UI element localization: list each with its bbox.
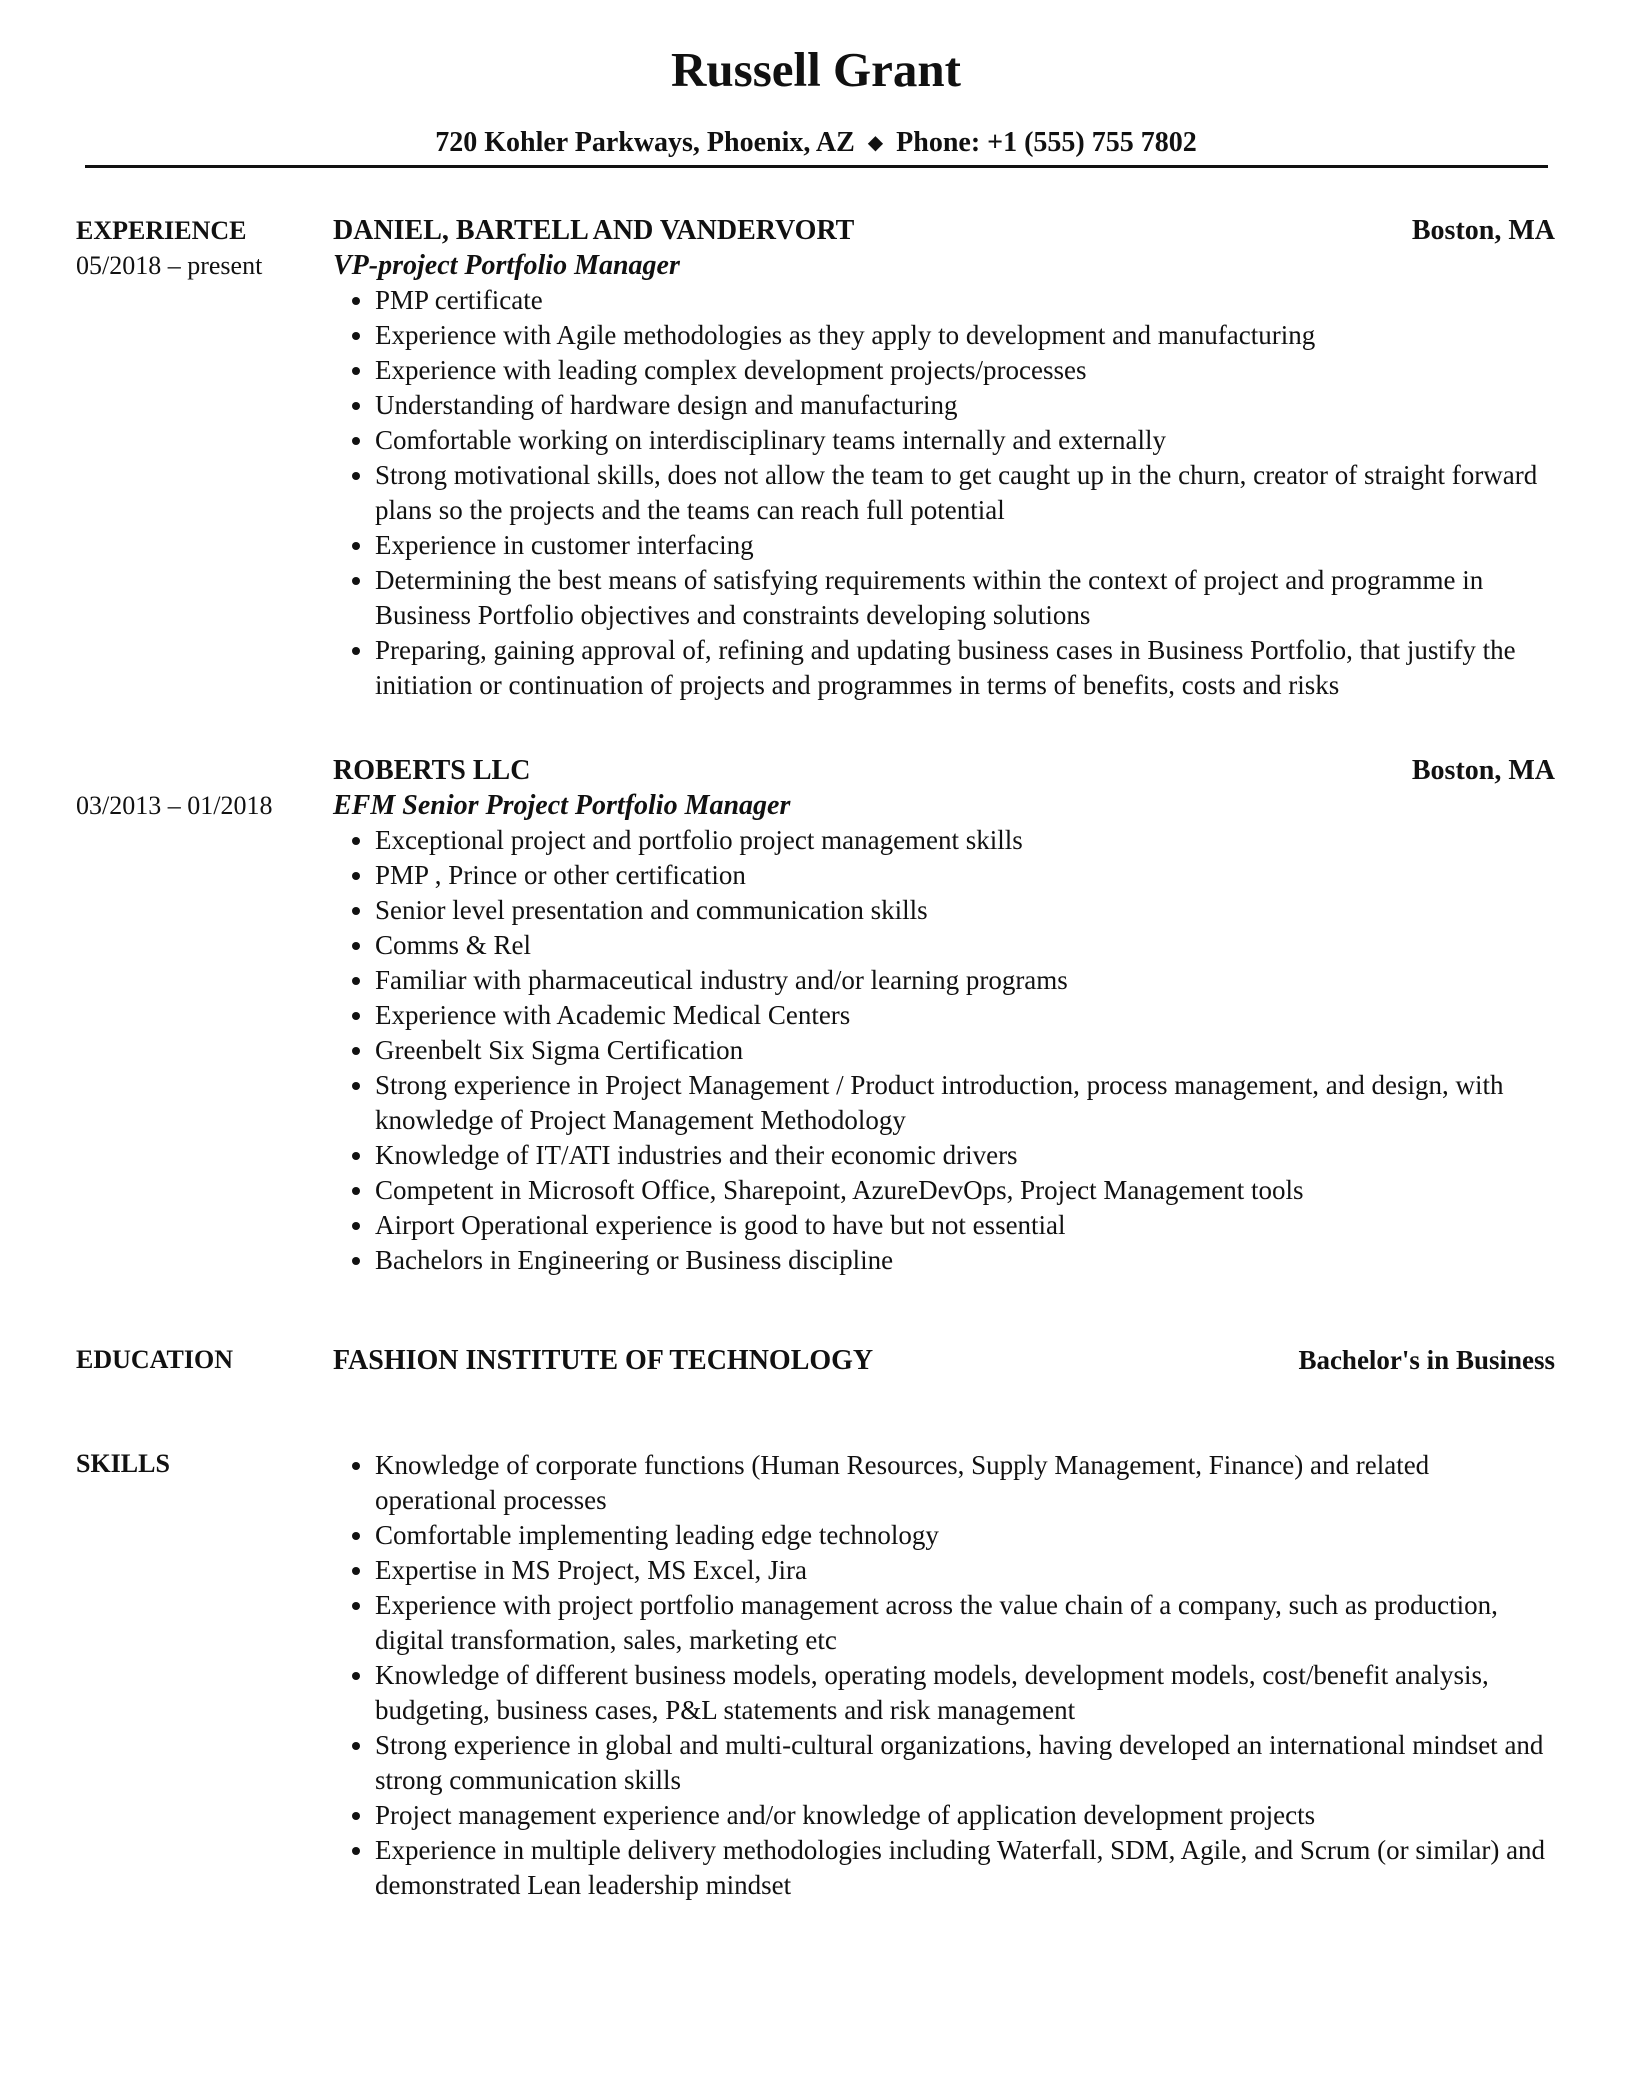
job-title: VP-project Portfolio Manager [333,250,680,281]
diamond-separator-icon: ◆ [867,132,884,154]
list-item: Airport Operational experience is good to have but not essential [333,1208,1555,1243]
list-item: Knowledge of IT/ATI industries and their economic drivers [333,1138,1555,1173]
skills-list [333,1448,1555,1903]
job-entry [333,213,1555,703]
job-header [333,753,1555,788]
list-item: Knowledge of different business models, operating models, development models, cost/benefit analysis, budgeting, business cases, P&L statements and risk management [333,1658,1555,1728]
list-item: Comfortable working on interdisciplinary teams internally and externally [333,423,1555,458]
list-item: PMP certificate [333,283,1555,318]
list-item: Preparing, gaining approval of, refining and updating business cases in Business Portfolio, that justify the initiation or continuation of projects and programmes in terms of benefits, costs and risks [333,633,1555,703]
job-dates: 05/2018 – present [76,251,263,280]
address: 720 Kohler Parkways, Phoenix, AZ [435,127,855,158]
skills-list-container [333,1448,1555,1903]
employer-name: ROBERTS LLC [333,755,531,786]
list-item: Bachelors in Engineering or Business discipline [333,1243,1555,1278]
list-item: Familiar with pharmaceutical industry and/or learning programs [333,963,1555,998]
list-item: Experience in multiple delivery methodologies including Waterfall, SDM, Agile, and Scrum (or similar) and demonstrated Lean leadership mindset [333,1833,1555,1903]
section-label-education: EDUCATION [76,1345,233,1374]
list-item: Understanding of hardware design and manufacturing [333,388,1555,423]
list-item: Comfortable implementing leading edge technology [333,1518,1555,1553]
job-dates: 03/2013 – 01/2018 [76,791,273,820]
school-name: FASHION INSTITUTE OF TECHNOLOGY [333,1345,874,1376]
list-item: Comms & Rel [333,928,1555,963]
list-item: Exceptional project and portfolio project management skills [333,823,1555,858]
list-item: Experience with leading complex development projects/processes [333,353,1555,388]
job-location: Boston, MA [1411,215,1555,246]
list-item: Experience in customer interfacing [333,528,1555,563]
list-item: Strong experience in Project Management / Product introduction, process management, and design, with knowledge of Project Management Methodology [333,1068,1555,1138]
list-item: Knowledge of corporate functions (Human Resources, Supply Management, Finance) and related operational processes [333,1448,1555,1518]
employer-name: DANIEL, BARTELL AND VANDERVORT [333,215,855,246]
education-entry [333,1343,1555,1378]
list-item: Strong experience in global and multi-cultural organizations, having developed an international mindset and strong communication skills [333,1728,1555,1798]
section-label-experience: EXPERIENCE [76,216,247,245]
degree: Bachelor's in Business [1298,1345,1555,1375]
header-divider [85,165,1548,168]
job-title: EFM Senior Project Portfolio Manager [333,790,791,821]
job-bullets [333,283,1555,703]
contact-line [0,126,1632,162]
list-item: Senior level presentation and communication skills [333,893,1555,928]
list-item: Experience with Agile methodologies as they apply to development and manufacturing [333,318,1555,353]
list-item: Determining the best means of satisfying requirements within the context of project and programme in Business Portfolio objectives and constraints developing solutions [333,563,1555,633]
job-bullets [333,823,1555,1278]
list-item: PMP , Prince or other certification [333,858,1555,893]
list-item: Strong motivational skills, does not allow the team to get caught up in the churn, creator of straight forward plans so the projects and the teams can reach full potential [333,458,1555,528]
section-label-skills: SKILLS [76,1449,170,1478]
list-item: Project management experience and/or knowledge of application development projects [333,1798,1555,1833]
list-item: Greenbelt Six Sigma Certification [333,1033,1555,1068]
list-item: Experience with Academic Medical Centers [333,998,1555,1033]
phone: Phone: +1 (555) 755 7802 [896,127,1197,158]
list-item: Competent in Microsoft Office, Sharepoint, AzureDevOps, Project Management tools [333,1173,1555,1208]
education-row [333,1343,1555,1378]
list-item: Experience with project portfolio management across the value chain of a company, such as production, digital transformation, sales, marketing etc [333,1588,1555,1658]
candidate-name: Russell Grant [671,42,961,97]
job-header [333,213,1555,248]
job-location: Boston, MA [1411,755,1555,786]
list-item: Expertise in MS Project, MS Excel, Jira [333,1553,1555,1588]
job-entry [333,753,1555,1278]
